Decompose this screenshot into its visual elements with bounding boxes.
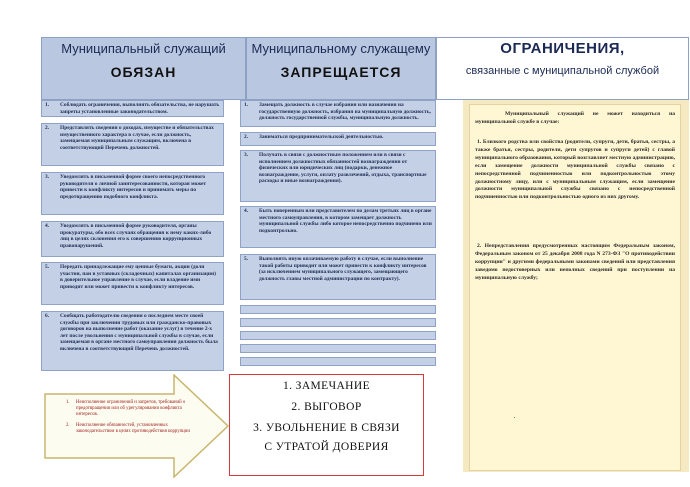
prohibition-text: Быть поверенным или представителем по делам третьих лиц в органе местного самоуправления, в котором замещает должность муниципальной службы либо которое непосредственно подчинено или подконтрольно. [259,208,432,234]
header-restrictions [436,37,689,100]
header-restrictions-sub: связанные с муниципальной службой [465,65,660,77]
header-restrictions-title: ОГРАНИЧЕНИЯ, [500,40,625,57]
violation-item [62,400,192,418]
header-obliged-title: Муниципальный служащий [61,41,226,56]
obligation-item [41,123,224,166]
penalty-dismissal: 3. УВОЛЬНЕНИЕ В СВЯЗИ [253,422,400,434]
empty-row [240,305,436,314]
header-prohibited-sub: ЗАПРЕЩАЕТСЯ [280,64,402,80]
obligation-number: 4. [45,223,50,229]
obligation-item [41,311,224,371]
restrictions-intro: Муниципальный служащий не может находиться на муниципальной службе в случае: [475,111,675,125]
obligation-item [41,100,224,117]
prohibition-text: Получать в связи с должностным положением или в связи с исполнением должностных обязанностей вознаграждения от физических или юридических лиц (подарки, денежное вознаграждение, услуги, оплату развлечений, отдыха, транспортные расходы и иные вознаграждения). [259,152,427,185]
prohibition-text: Выполнять иную оплачиваемую работу в случае, если выполнение такой работы приводит или может привести к конфликту интересов (за исключением муниципального служащего, замещающего должность главы местной администрации по контракту). [259,256,427,282]
prohibition-number: 1. [244,102,249,108]
obligation-item [41,172,224,215]
obligation-text: Соблюдать ограничения, выполнять обязательства, не нарушать запреты установленные законодательством. [60,102,220,115]
obligation-text: Сообщать работодателю сведения о последнем месте своей службы при заключении трудовых или гражданско-правовых договоров на выполнение работ (оказание услуг) в течение 2-х лет после увольнения с муниципальной службы в случае, если замещаемая в органе местного самоуправления должность была включена в соответствующий Перечень должностей. [60,313,218,352]
header-prohibited-title: Муниципальному служащему [251,41,431,56]
empty-row [240,318,436,327]
restrictions-dot: . [514,414,516,420]
prohibition-text: Замещать должность в случае избрания или назначения на государственную должность, избрания на муниципальную должность, должность государственной службы, муниципальную должность. [259,102,431,122]
obligation-text: Уведомлять в письменной форме руководителя, органы прокуратуры, обо всех случаях обращения к нему каких-либо лиц в целях склонения его к совершению коррупционных правонарушений. [60,223,212,249]
obligation-text: Передать принадлежащие ему ценные бумаги, акции (доли участия, паи в уставных (складочных) капиталах организации) в доверительное управление в случае, если владение ими приводит или может привести к конфликту интересов. [60,264,216,290]
violation-text: Неисполнение ограничений и запретов, требований о предотвращении или об урегулировании конфликта интересов. [76,400,186,417]
obligation-text: Уведомлять в письменной форме своего непосредственного руководителя о личной заинтересованности, которая может привести к конфликту интересов и принимать меры по предотвращению подобного конфликта. [60,174,207,200]
prohibition-item [240,132,436,146]
empty-row [240,357,436,366]
prohibition-text: Заниматься предпринимательской деятельностью. [259,134,384,140]
violation-item [62,423,192,435]
obligation-number: 5. [45,264,50,270]
restrictions-point-1: 1. Близкого родства или свойства (родители, супруги, дети, братья, сестры, а также братья, сестры, родители, дети супругов и супруги детей) с главой муниципального образования, который возглавляет местную администрацию, если замещение должности муниципальной службы связано с непосредственной подчиненностью или подконтрольностью этому должностному лицу, или с муниципальным служащим, если замещение должности муниципальной службы связано с непосредственной подчиненностью или подконтрольностью одного из них другому. [475,139,675,201]
penalty-reprimand: 1. ЗАМЕЧАНИЕ [282,380,371,392]
violations-list [62,400,192,440]
obligation-number: 2. [45,125,50,131]
violation-text: Неисполнение обязанностей, установленных законодательством в целях противодействия коррупции [76,423,190,434]
violation-number: 2. [66,423,70,428]
obligation-number: 3. [45,174,50,180]
empty-row [240,344,436,353]
penalties-box [229,374,424,476]
restrictions-point-2: 2. Непредставления предусмотренных настоящим Федеральным законом, Федеральным законом от 25 декабря 2008 года N 273-ФЗ "О противодействии коррупции" и другими федеральными законами сведений или представления заведомо недостоверных или неполных сведений при поступлении на муниципальную службу; [475,243,675,281]
header-obliged [41,37,246,100]
violation-number: 1. [66,400,70,405]
header-prohibited [246,37,436,100]
obligation-item [41,221,224,257]
prohibition-number: 2. [244,134,249,140]
prohibition-number: 4. [244,208,249,214]
obligation-text: Представлять сведения о доходах, имуществе и обязательствах имущественного характера в случае, если должность, замещаемая муниципальным служащим, включена в соответствующий Перечень должностей. [60,125,214,151]
header-obliged-sub: ОБЯЗАН [110,64,177,80]
prohibition-item [240,254,436,300]
prohibition-item [240,100,436,127]
prohibition-item [240,150,436,202]
obligation-number: 1. [45,102,50,108]
empty-row [240,331,436,340]
prohibition-number: 3. [244,152,249,158]
obligation-number: 6. [45,313,50,319]
prohibition-number: 5. [244,256,249,262]
penalty-rebuke: 2. ВЫГОВОР [291,401,362,413]
prohibition-item [240,206,436,248]
penalty-dismissal-reason: С УТРАТОЙ ДОВЕРИЯ [264,441,389,453]
restrictions-panel [463,100,689,472]
restrictions-panel-inner [469,104,681,471]
obligation-item [41,262,224,305]
